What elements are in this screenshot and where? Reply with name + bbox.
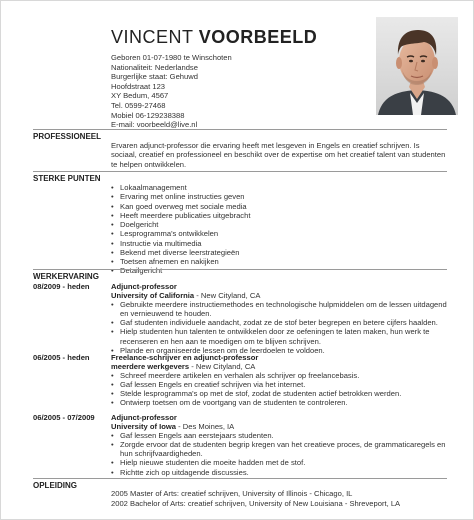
- job-title: Adjunct-professor: [111, 413, 177, 422]
- list-item: • Ontwierp toetsen om de voortgang van de studenten te controleren.: [111, 398, 451, 407]
- list-item: • Toetsen afnemen en nakijken: [111, 257, 250, 266]
- list-item: • Lesprogramma's ontwikkelen: [111, 229, 250, 238]
- job-dates: 06/2005 - heden: [33, 353, 90, 362]
- list-item: • Instructie via multimedia: [111, 239, 250, 248]
- job-duties: [111, 371, 451, 407]
- profile-photo: [376, 17, 458, 115]
- section-divider: [33, 478, 447, 479]
- last-name: VOORBEELD: [198, 27, 318, 47]
- job-title: Adjunct-professor: [111, 282, 177, 291]
- list-item: • Stelde lesprogramma's op met de stof, zodat de studenten actief betrokken werden.: [111, 389, 451, 398]
- list-item: • Kan goed overweg met sociale media: [111, 202, 250, 211]
- list-item: • Gebruikte meerdere instructiemethodes en technologische hulpmiddelen om de lessen uitdagend en vernieuwend te houden.: [111, 300, 451, 318]
- contact-line-birth: Geboren 01-07-1980 te Winschoten: [111, 53, 232, 62]
- employer-name: University of California: [111, 291, 195, 301]
- list-item: • Ervaring met online instructies geven: [111, 192, 250, 201]
- first-name: VINCENT: [111, 27, 194, 47]
- job-dates: 06/2005 - 07/2009: [33, 413, 95, 422]
- list-item: • Bekend met diverse leerstrategieën: [111, 248, 250, 257]
- section-heading-professioneel: PROFESSIONEEL: [33, 132, 102, 141]
- list-item: • Zorgde ervoor dat de studenten begrip kregen van het creatieve proces, de grammaticaregels en hun schrijfvaardigheden.: [111, 440, 451, 458]
- job-dates: 08/2009 - heden: [33, 282, 90, 291]
- employer-name: University of Iowa: [111, 422, 176, 432]
- job-duties: [111, 431, 451, 476]
- contact-line-marital-status: Burgerlijke staat: Gehuwd: [111, 72, 198, 82]
- list-item: 2002 Bachelor of Arts: creatief schrijven, University of New Louisiana - Shreveport, LA: [111, 499, 401, 508]
- contact-details: [111, 53, 232, 130]
- employer-location: - New Cityland, CA: [194, 291, 261, 301]
- professional-summary: Ervaren adjunct-professor die ervaring heeft met lesgeven in Engels en creatief schrijven. Is sociaal, creatief en professioneel en beschikt over de expertise om het creatief talent van studenten te helpen ontwikkelen.: [111, 141, 446, 169]
- job-entry: [111, 353, 451, 408]
- contact-line-city: XY Bedum, 4567: [111, 91, 169, 101]
- job-title: Freelance-schrijver en adjunct-professor: [111, 353, 259, 362]
- list-item: • Schreef meerdere artikelen en verhalen als schrijver op freelancebasis.: [111, 371, 451, 380]
- list-item: • Doelgericht: [111, 220, 250, 229]
- employer-location: - Des Moines, IA: [176, 422, 235, 432]
- section-divider: [33, 269, 447, 270]
- list-item: • Gaf studenten individuele aandacht, zodat ze de stof beter begrepen en betere cijfers haalden.: [111, 318, 451, 327]
- list-item: • Detailgericht: [111, 266, 250, 275]
- list-item: • Plande en organiseerde lessen om de leerdoelen te voldoen.: [111, 346, 451, 355]
- contact-line-street: Hoofdstraat 123: [111, 81, 166, 91]
- list-item: • Gaf lessen Engels en creatief schrijven via het internet.: [111, 380, 451, 389]
- section-heading-opleiding: OPLEIDING: [33, 481, 78, 490]
- job-employer: [111, 291, 451, 300]
- job-employer: [111, 422, 451, 431]
- candidate-name: [111, 27, 317, 48]
- job-employer: [111, 362, 451, 371]
- job-entry: [111, 413, 451, 477]
- employer-location: - New Cityland, CA: [189, 362, 256, 372]
- contact-line-email: E-mail: voorbeeld@live.nl: [111, 120, 198, 130]
- education-list: [111, 489, 400, 509]
- contact-line-mobile: Mobiel 06-129238388: [111, 110, 185, 120]
- list-item: • Heeft meerdere publicaties uitgebracht: [111, 211, 250, 220]
- strengths-list: [111, 183, 250, 276]
- list-item: 2005 Master of Arts: creatief schrijven, University of Illinois - Chicago, IL: [111, 489, 353, 498]
- list-item: • Richtte zich op uitdagende discussies.: [111, 468, 451, 477]
- list-item: • Lokaalmanagement: [111, 183, 250, 192]
- section-divider: [33, 129, 447, 130]
- list-item: • Gaf lessen Engels aan eerstejaars studenten.: [111, 431, 451, 440]
- contact-line-phone: Tel. 0599-27468: [111, 100, 166, 110]
- job-entry: [111, 282, 451, 355]
- list-item: • Hielp studenten hun talenten te ontwikkelen door ze oefeningen te laten maken, hun werk te recenseren en hen aan te moedigen om te blijven schrijven.: [111, 327, 451, 345]
- section-heading-werkervaring: WERKERVARING: [33, 272, 99, 281]
- list-item: • Hielp nieuwe studenten die moeite hadden met de stof.: [111, 458, 451, 467]
- section-heading-sterke-punten: STERKE PUNTEN: [33, 174, 101, 183]
- employer-name: meerdere werkgevers: [111, 362, 190, 372]
- section-divider: [33, 171, 447, 172]
- job-duties: [111, 300, 451, 355]
- contact-line-nationality: Nationaliteit: Nederlandse: [111, 62, 198, 72]
